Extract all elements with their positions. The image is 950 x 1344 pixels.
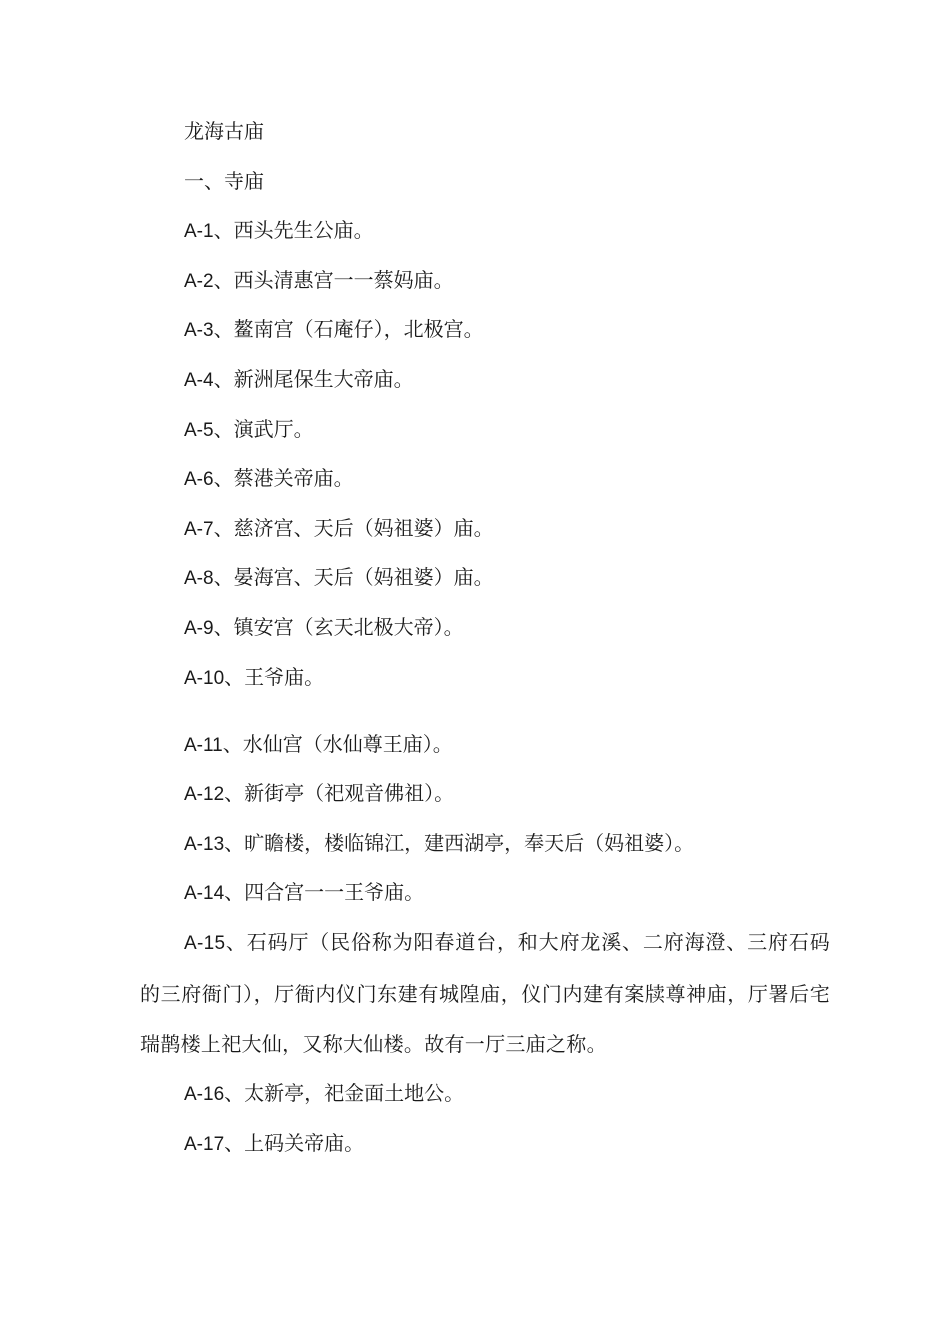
- item-code: A-14: [184, 883, 225, 905]
- item-code: A-4: [184, 369, 214, 391]
- item-text: 、旷瞻楼，楼临锦江，建西湖亭，奉天后（妈祖婆）。: [224, 830, 695, 855]
- item-text: 、石码厅（民俗称为阳春道台，和大府龙溪、二府海澄、三府石码的三府衙门），厅衙内仪门东建有城隍庙，仪门内建有案牍尊神庙，厅署后宅瑞鹊楼上祀大仙，又称大仙楼。故有一厅三庙之称。: [140, 929, 830, 1056]
- item-code: A-5: [184, 419, 214, 441]
- list-item: [140, 562, 830, 592]
- item-code: A-16: [184, 1083, 225, 1105]
- list-item: [140, 414, 830, 444]
- item-text: 、水仙宫（水仙尊王庙）。: [222, 731, 453, 756]
- list-item: [140, 513, 830, 543]
- list-item: [140, 729, 830, 759]
- list-item: [140, 463, 830, 493]
- item-code: A-12: [184, 784, 225, 806]
- item-text: 、演武厅。: [213, 416, 314, 441]
- list-item: [140, 828, 830, 858]
- item-text: 、镇安宫（玄天北极大帝）。: [213, 614, 464, 639]
- list-item: [140, 1128, 830, 1158]
- list-item: [140, 1078, 830, 1108]
- item-text: 、上码关帝庙。: [224, 1130, 365, 1155]
- list-item: [140, 778, 830, 808]
- item-code: A-9: [184, 617, 214, 639]
- list-item: [140, 265, 830, 295]
- item-code: A-6: [184, 469, 214, 491]
- list-item: [140, 662, 830, 692]
- item-code: A-1: [184, 221, 214, 243]
- list-item: [140, 314, 830, 344]
- item-code: A-13: [184, 833, 225, 855]
- list-item: [140, 612, 830, 642]
- item-code: A-8: [184, 568, 214, 590]
- item-text: 、晏海宫、天后（妈祖婆）庙。: [213, 565, 494, 590]
- item-text: 、新街亭（祀观音佛祖）。: [224, 781, 455, 806]
- item-code: A-11: [184, 734, 223, 756]
- item-text: 、慈济宫、天后（妈祖婆）庙。: [213, 515, 494, 540]
- item-code: A-7: [184, 518, 214, 540]
- item-code: A-15: [184, 932, 226, 954]
- item-text: 、蔡港关帝庙。: [213, 466, 354, 491]
- item-text: 、王爷庙。: [224, 664, 325, 689]
- item-text: 、太新亭，祀金面土地公。: [224, 1080, 465, 1105]
- list-item: [140, 215, 830, 245]
- list-item-paragraph: [140, 917, 830, 1069]
- item-text: 、新洲尾保生大帝庙。: [213, 366, 414, 391]
- item-text: 、西头清惠宫一一蔡妈庙。: [213, 267, 454, 292]
- item-text: 、西头先生公庙。: [213, 218, 374, 243]
- item-code: A-17: [184, 1133, 225, 1155]
- item-text: 、鳌南宫（石庵仔），北极宫。: [213, 317, 484, 342]
- list-item: [140, 364, 830, 394]
- document-body: [140, 116, 830, 1177]
- item-code: A-10: [184, 667, 225, 689]
- item-code: A-3: [184, 320, 214, 342]
- list-item: [140, 877, 830, 907]
- item-code: A-2: [184, 270, 214, 292]
- document-title: 龙海古庙: [184, 119, 264, 143]
- section-heading: 一、寺庙: [184, 168, 264, 193]
- item-text: 、四合宫一一王爷庙。: [224, 880, 425, 905]
